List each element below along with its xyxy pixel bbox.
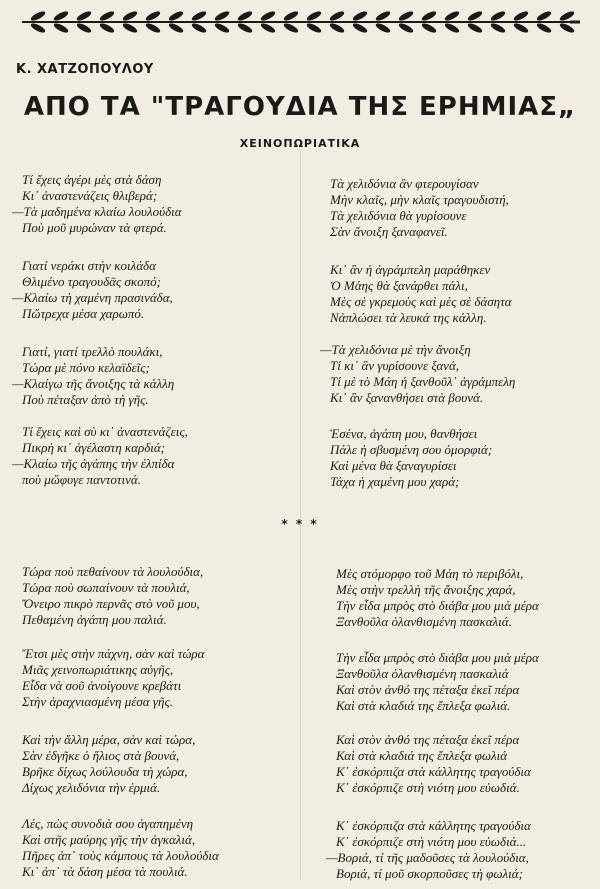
verse-line: Κ᾿ ἐσκόρπιζε στὴ νιότη μου εὐωδιά... — [336, 834, 527, 849]
laurel-leaf — [421, 10, 438, 23]
verse-line: Καὶ μένα θὰ ξαναγυρίσει — [330, 458, 457, 473]
laurel-leaf — [122, 22, 139, 35]
laurel-leaf — [283, 22, 300, 35]
verse-line: Μὴν κλαῖς, μὴν κλαῖς τραγουδιστή, — [330, 192, 509, 207]
laurel-leaf — [444, 22, 461, 35]
verse-line: Καὶ στὰ κλαδιά της ἔπλεξα φωλιά. — [336, 698, 511, 713]
verse-line: Ξανθοῦλα ὀλανθισμένη πασκαλιά — [336, 666, 509, 681]
verse-line: Τάχα ἡ χαμένη μου χαρά; — [330, 474, 460, 489]
verse-line: Μιᾶς χεινοπωριάτικης αὐγῆς, — [22, 662, 174, 677]
laurel-leaf — [168, 10, 185, 23]
laurel-leaf — [76, 10, 93, 23]
stanza — [326, 818, 531, 882]
verse-line: Μὲς στόμορφο τοῦ Μάη τὸ περιβόλι, — [336, 566, 524, 581]
stanza — [22, 732, 195, 796]
verse-line: —Κλαίω τὴ χαμένη πρασινάδα, — [12, 290, 173, 305]
author-name: Κ. ΧΑΤΖΟΠΟΥΛΟΥ — [16, 62, 154, 77]
laurel-leaf — [168, 22, 185, 35]
verse-line: Ποὺ μοῦ μυρώναν τὰ φτερά. — [22, 220, 167, 235]
laurel-leaf — [76, 22, 93, 35]
verse-line: Λές, πὼς συνοδιὰ σου ἀγαπημένη — [22, 816, 194, 831]
stanza — [22, 564, 203, 628]
verse-line: Καὶ στῆς μαύρης γῆς τὴν ἀγκαλιά, — [22, 832, 196, 847]
verse-line: Κ᾿ ἐσκόρπιζα στὰ κάλλητης τραγούδια — [336, 764, 531, 779]
laurel-leaf — [559, 22, 576, 35]
laurel-leaf — [421, 22, 438, 35]
laurel-leaf — [490, 10, 507, 23]
verse-line: Θλιμένο τραγουδᾶς σκοπό; — [22, 274, 161, 289]
laurel-leaf — [99, 10, 116, 23]
page-title: ΑΠΟ ΤΑ "ΤΡΑΓΟΥΔΙΑ ΤΗΣ ΕΡΗΜΙΑΣ„ — [23, 92, 577, 122]
laurel-leaf — [214, 10, 231, 23]
verse-line: Τὴν εἶδα μπρὸς στὸ διάβα μου μιὰ μέρα — [336, 650, 539, 665]
verse-line: —Τὰ χελιδόνια μὲ τὴν ἄνοιξη — [320, 342, 471, 357]
laurel-leaf — [30, 22, 47, 35]
verse-line: Ὁ Μάης θὰ ξανάρθει πάλι, — [330, 278, 468, 293]
laurel-leaf — [237, 22, 254, 35]
verse-line: Ἐσένα, ἀγάπη μου, θανθήσει — [330, 426, 478, 441]
verse-line: ποὺ μὤφυγε παντοτινά. — [22, 472, 141, 487]
verse-line: Πεθαμένη ἀγάπη μου παλιά. — [22, 612, 167, 627]
laurel-leaf — [214, 22, 231, 35]
laurel-leaf — [306, 10, 323, 23]
verse-line: —Βοριά, τί τῆς μαδοῦσες τὰ λουλούδια, — [326, 850, 529, 865]
laurel-leaf — [329, 10, 346, 23]
laurel-leaf — [260, 10, 277, 23]
laurel-leaf — [99, 22, 116, 35]
verse-line: Τί μὲ τὸ Μάη ἡ ξανθοῦλ᾿ ἀγράμπελη — [330, 374, 516, 389]
laurel-leaf — [53, 10, 70, 23]
verse-line: Κ᾿ ἐσκόρπιζα στὰ κάλλητης τραγούδια — [336, 818, 531, 833]
verse-line: Τὰ χελιδόνια ἂν φτερουγίσαν — [330, 176, 479, 191]
laurel-leaf — [352, 10, 369, 23]
stanza — [330, 262, 512, 326]
laurel-leaf — [191, 22, 208, 35]
verse-line: Τώρα ποὺ πεθαίνουν τὰ λουλούδια, — [22, 564, 204, 579]
laurel-leaf — [306, 22, 323, 35]
laurel-leaf — [30, 10, 47, 23]
stanza — [12, 172, 182, 236]
verse-line: Κι᾿ ἂν ξανανθήσει στὰ βουνά. — [330, 390, 484, 405]
subtitle: ΧΕΙΝΟΠΩΡΙΑΤΙΚΑ — [239, 137, 361, 150]
verse-line: Ὄνειρο πικρὸ περνᾶς στὸ νοῦ μου, — [22, 596, 200, 611]
verse-line: Κι᾿ ἂν ἡ ἀγράμπελη μαράθηκεν — [330, 262, 491, 277]
stanza — [330, 426, 492, 490]
verse-line: Γιατί, γιατί τρελλὸ πουλάκι, — [22, 344, 163, 359]
laurel-leaf — [536, 10, 553, 23]
verse-line: Μὲς σὲ γκρεμοὺς καὶ μὲς σὲ δάσητα — [330, 294, 512, 309]
laurel-leaf — [375, 10, 392, 23]
stanza — [336, 566, 539, 630]
verse-line: Τώρα ποὺ σωπαίνουν τὰ πουλιά, — [22, 580, 190, 595]
laurel-leaf — [191, 10, 208, 23]
laurel-leaf — [260, 22, 277, 35]
laurel-leaf — [398, 10, 415, 23]
verse-line: Τί κι᾿ ἂν γυρίσουνε ξανά, — [330, 358, 460, 373]
laurel-leaf — [513, 10, 530, 23]
verse-line: Εἶδα νὰ σοῦ ἀνοίγουνε κρεβάτι — [22, 678, 182, 693]
laurel-leaf — [467, 10, 484, 23]
laurel-leaf — [559, 10, 576, 23]
verse-line: Στὴν ἀραχνιασμένη μέσα γῆς. — [22, 694, 173, 709]
verse-line: Πὤτρεχα μέσα χαρωπό. — [22, 306, 145, 321]
verse-line: Πικρὴ κι᾿ ἀγέλαστη καρδιά; — [22, 440, 166, 455]
verse-line: Νἀπλώσει τὰ λευκά της κάλλη. — [330, 310, 487, 325]
verse-line: Δίχως χελιδόνια τὴν ἐρμιά. — [22, 780, 161, 795]
verse-line: Σὰν ἐδγῆκε ὁ ἥλιος στὰ βουνά, — [22, 748, 180, 763]
verse-line: Γιατί νεράκι στὴν κοιλάδα — [22, 258, 156, 273]
verse-line: Τὴν εἶδα μπρὸς στὸ διάβα μου μιὰ μέρα — [336, 598, 539, 613]
stanza — [336, 732, 531, 796]
verse-line: Σὰν ἄνοιξη ξαναφανεῖ. — [330, 224, 448, 239]
stanza — [22, 646, 205, 710]
verse-line: Καὶ στὰ κλαδιά της ἔπλεξα φωλιά — [336, 748, 508, 763]
verse-line: Κ᾿ ἐσκόρπιζε στὴ νιότη μου εὐωδιά. — [336, 780, 520, 795]
verse-line: Κι᾿ ἀπ᾿ τὰ δάση μέσα τὰ πουλιά. — [22, 864, 188, 879]
laurel-leaf — [53, 22, 70, 35]
laurel-leaf — [237, 10, 254, 23]
verse-line: Τί ἔχεις ἀγέρι μὲς στὰ δάση — [22, 172, 162, 187]
laurel-leaf — [398, 22, 415, 35]
verse-line: Ξανθοῦλα ὀλανθισμένη πασκαλιά. — [336, 614, 512, 629]
section-separator: * * * — [281, 517, 319, 531]
verse-line: Πάλε ἡ σβυσμένη σου ὀμορφιά; — [330, 442, 493, 457]
laurel-leaf — [444, 10, 461, 23]
laurel-leaf — [329, 22, 346, 35]
laurel-leaf — [536, 22, 553, 35]
stanza — [12, 424, 188, 488]
column-divider — [300, 150, 301, 880]
laurel-ornament — [18, 6, 582, 38]
verse-line: Καὶ στὸν ἀνθό της πέταξα ἐκεῖ πέρα — [336, 732, 520, 747]
stanza — [12, 344, 175, 408]
verse-line: Τώρα μὲ πόνο κελαϊδεῖς; — [22, 360, 150, 375]
laurel-leaf — [145, 10, 162, 23]
laurel-leaf — [283, 10, 300, 23]
stanza — [22, 816, 219, 880]
laurel-leaf — [145, 22, 162, 35]
laurel-leaf — [375, 22, 392, 35]
stanza — [330, 176, 509, 240]
verse-line: Ἔτσι μὲς στὴν πάχνη, σὰν καὶ τώρα — [22, 646, 205, 661]
verse-line: Βρῆκε δίχως λούλουδα τὴ χώρα, — [22, 764, 188, 779]
verse-line: —Κλαίω τῆς ἀγάπης τὴν ἐλπίδα — [12, 456, 175, 471]
laurel-leaf — [122, 10, 139, 23]
verse-line: Κι᾿ ἀναστενάζεις θλιβερά; — [22, 188, 158, 203]
verse-line: Τί ἔχεις καὶ σὺ κι᾿ ἀναστενάζεις, — [22, 424, 188, 439]
verse-line: Καὶ στὸν ἀνθό της πέταξα ἐκεῖ πέρα — [336, 682, 520, 697]
verse-line: Μὲς στὴν τρελλὴ τῆς ἄνοιξης χαρά, — [336, 582, 516, 597]
verse-line: Καὶ τὴν ἄλλη μέρα, σὰν καὶ τώρα, — [22, 732, 196, 747]
laurel-leaf — [467, 22, 484, 35]
stanza — [320, 342, 516, 406]
laurel-leaf — [352, 22, 369, 35]
verse-line: Βοριά, τί μοῦ σκορποῦσες τὴ φωλιά; — [336, 866, 523, 881]
verse-line: Πῆρες ἀπ᾿ τοὺς κάμπους τὰ λουλούδια — [22, 848, 219, 863]
verse-line: Τὰ χελιδόνια θὰ γυρίσουνε — [330, 208, 467, 223]
stanza — [12, 258, 173, 322]
verse-line: —Τὰ μαδημένα κλαίω λουλούδια — [12, 204, 182, 219]
verse-line: Ποὺ πέταξαν ἀπὸ τὴ γῆς. — [22, 392, 149, 407]
verse-line: —Κλαίγω τῆς ἄνοιξης τὰ κάλλη — [12, 376, 175, 391]
laurel-leaf — [513, 22, 530, 35]
stanza — [336, 650, 539, 714]
laurel-leaf — [490, 22, 507, 35]
